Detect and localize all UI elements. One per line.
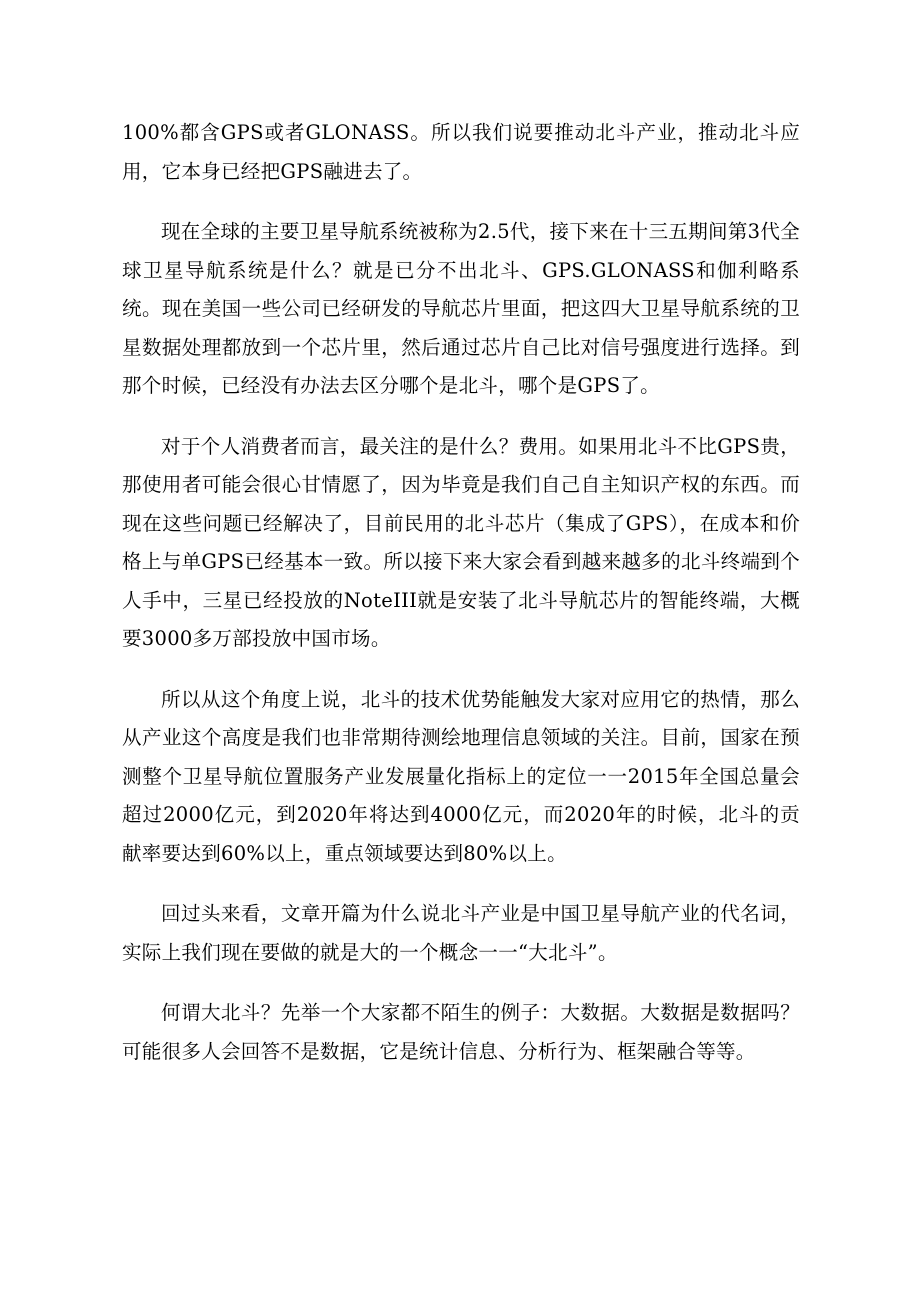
paragraph-3: 对于个人消费者而言，最关注的是什么？费用。如果用北斗不比GPS贵，那使用者可能会很心甘情愿了，因为毕竟是我们自己自主知识产权的东西。而现在这些问题已经解决了，目前民用的北斗芯片（集成了GPS），在成本和价格上与单GPS已经基本一致。所以接下来大家会看到越来越多的北斗终端到个人手中，三星已经投放的NoteIII就是安装了北斗导航芯片的智能终端，大概要3000多万部投放中国市场。	[122, 434, 800, 650]
paragraph-4: 所以从这个角度上说，北斗的技术优势能触发大家对应用它的热情，那么从产业这个高度是我们也非常期待测绘地理信息领域的关注。目前，国家在预测整个卫星导航位置服务产业发展量化指标上的定位一一2015年全国总量会超过2000亿元，到2020年将达到4000亿元，而2020年的时候，北斗的贡献率要达到60%以上，重点领域要达到80%以上。	[122, 687, 800, 865]
paragraph-5: 回过头来看，文章开篇为什么说北斗产业是中国卫星导航产业的代名词，实际上我们现在要做的就是大的一个概念一一“大北斗”。	[122, 902, 800, 964]
paragraph-1: 100%都含GPS或者GLONASS。所以我们说要推动北斗产业，推动北斗应用，它本身已经把GPS融进去了。	[122, 121, 800, 183]
paragraph-2: 现在全球的主要卫星导航系统被称为2.5代，接下来在十三五期间第3代全球卫星导航系统是什么？就是已分不出北斗、GPS.GLONASS和伽利略系统。现在美国一些公司已经研发的导航芯片里面，把这四大卫星导航系统的卫星数据处理都放到一个芯片里，然后通过芯片自己比对信号强度进行选择。到那个时候，已经没有办法去区分哪个是北斗，哪个是GPS了。	[122, 220, 800, 397]
document-body	[122, 114, 800, 1093]
paragraph-6: 何谓大北斗？先举一个大家都不陌生的例子：大数据。大数据是数据吗？可能很多人会回答不是数据，它是统计信息、分析行为、框架融合等等。	[122, 1001, 800, 1063]
